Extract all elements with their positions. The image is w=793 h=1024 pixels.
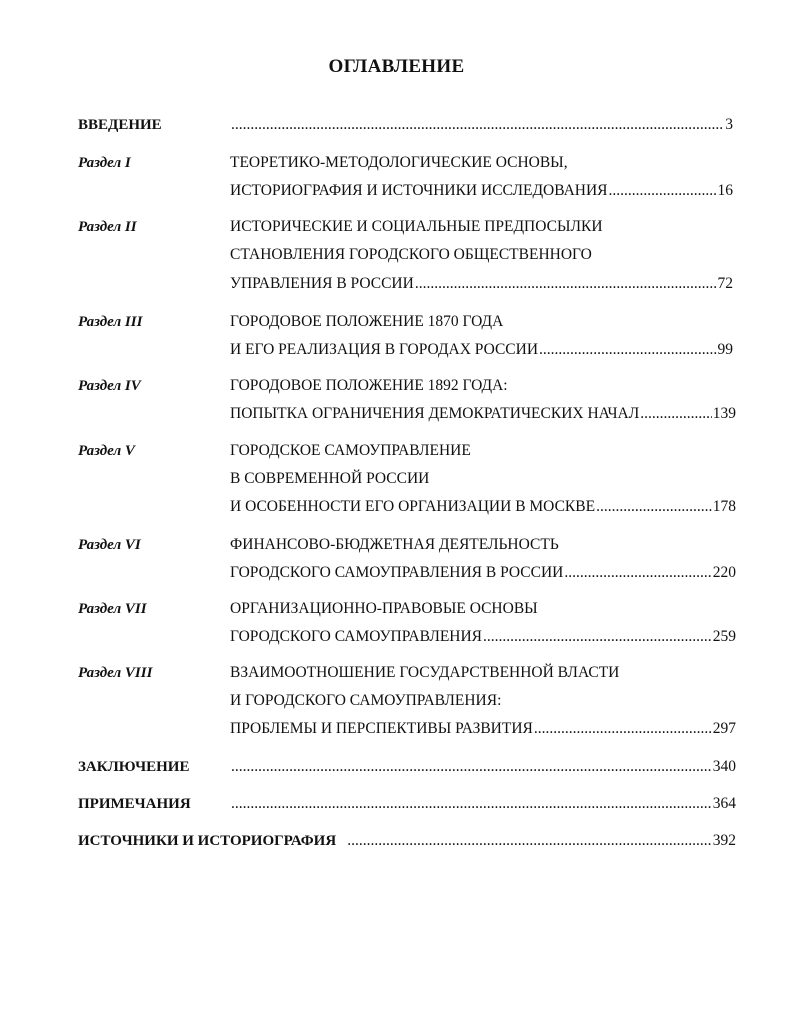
toc-line: ИСТОРИОГРАФИЯ И ИСТОЧНИКИ ИССЛЕДОВАНИЯ	[230, 182, 608, 199]
toc-entry-introduction[interactable]	[230, 114, 733, 136]
toc-label-introduction: ВВЕДЕНИЕ	[78, 117, 162, 133]
page-title: ОГЛАВЛЕНИЕ	[328, 56, 465, 77]
toc-line: ВЗАИМООТНОШЕНИЕ ГОСУДАРСТВЕННОЙ ВЛАСТИ	[230, 664, 620, 681]
toc-line: ФИНАНСОВО-БЮДЖЕТНАЯ ДЕЯТЕЛЬНОСТЬ	[230, 536, 559, 553]
page-number: 3	[725, 116, 733, 133]
toc-line: ИСТОРИЧЕСКИЕ И СОЦИАЛЬНЫЕ ПРЕДПОСЫЛКИ	[230, 218, 603, 235]
toc-label-section-7: Раздел VII	[78, 601, 147, 617]
leader-dots	[539, 339, 716, 361]
toc-entry-section-3[interactable]	[230, 339, 733, 361]
page-number: 259	[712, 628, 736, 645]
leader-dots	[609, 180, 717, 202]
leader-dots	[231, 756, 712, 778]
leader-dots	[534, 718, 712, 740]
leader-dots	[596, 496, 712, 518]
toc-line: ПОПЫТКА ОГРАНИЧЕНИЯ ДЕМОКРАТИЧЕСКИХ НАЧАЛ	[230, 405, 640, 422]
toc-line: И ГОРОДСКОГО САМОУПРАВЛЕНИЯ:	[230, 692, 502, 709]
page-number: 99	[717, 341, 733, 358]
toc-line: ГОРОДСКОГО САМОУПРАВЛЕНИЯ	[230, 628, 483, 645]
toc-entry-section-6[interactable]	[230, 562, 736, 584]
page-number: 178	[712, 498, 736, 515]
page-number: 340	[712, 758, 736, 775]
toc-line: И ОСОБЕННОСТИ ЕГО ОРГАНИЗАЦИИ В МОСКВЕ	[230, 498, 596, 515]
leader-dots	[231, 793, 712, 815]
toc-line: ГОРОДОВОЕ ПОЛОЖЕНИЕ 1892 ГОДА:	[230, 377, 508, 394]
toc-label-section-1: Раздел I	[78, 155, 131, 171]
toc-label-section-6: Раздел VI	[78, 537, 141, 553]
toc-line: ОРГАНИЗАЦИОННО-ПРАВОВЫЕ ОСНОВЫ	[230, 600, 538, 617]
page-number: 220	[712, 564, 736, 581]
toc-line: ГОРОДСКОЕ САМОУПРАВЛЕНИЕ	[230, 442, 471, 459]
leader-dots	[640, 403, 711, 425]
page-number: 364	[712, 795, 736, 812]
toc-label-section-5: Раздел V	[78, 443, 135, 459]
toc-entry-section-5[interactable]	[230, 496, 736, 518]
page-number: 16	[717, 182, 733, 199]
toc-label-section-4: Раздел IV	[78, 378, 141, 394]
toc-label-sources: ИСТОЧНИКИ И ИСТОРИОГРАФИЯ	[78, 833, 337, 849]
toc-line: СТАНОВЛЕНИЯ ГОРОДСКОГО ОБЩЕСТВЕННОГО	[230, 246, 592, 263]
toc-entry-section-7[interactable]	[230, 626, 736, 648]
toc-line: УПРАВЛЕНИЯ В РОССИИ	[230, 275, 414, 292]
toc-entry-section-1[interactable]	[230, 180, 733, 202]
toc-label-notes: ПРИМЕЧАНИЯ	[78, 796, 191, 812]
page-number: 297	[712, 720, 736, 737]
toc-line: ГОРОДСКОГО САМОУПРАВЛЕНИЯ В РОССИИ	[230, 564, 564, 581]
toc-label-section-8: Раздел VIII	[78, 665, 153, 681]
leader-dots	[347, 830, 712, 852]
leader-dots	[231, 114, 724, 136]
page-number: 392	[712, 832, 736, 849]
toc-line: ПРОБЛЕМЫ И ПЕРСПЕКТИВЫ РАЗВИТИЯ	[230, 720, 533, 737]
page-number: 139	[712, 405, 736, 422]
toc-label-section-2: Раздел II	[78, 219, 137, 235]
toc-entry-section-4[interactable]	[230, 403, 736, 425]
toc-line: ТЕОРЕТИКО-МЕТОДОЛОГИЧЕСКИЕ ОСНОВЫ,	[230, 154, 568, 171]
leader-dots	[483, 626, 712, 648]
toc-line: И ЕГО РЕАЛИЗАЦИЯ В ГОРОДАХ РОССИИ	[230, 341, 539, 358]
toc-line: В СОВРЕМЕННОЙ РОССИИ	[230, 470, 430, 487]
leader-dots	[564, 562, 711, 584]
toc-line: ГОРОДОВОЕ ПОЛОЖЕНИЕ 1870 ГОДА	[230, 313, 504, 330]
toc-entry-sources[interactable]	[78, 830, 736, 852]
toc-label-conclusion: ЗАКЛЮЧЕНИЕ	[78, 759, 190, 775]
page-number: 72	[717, 275, 733, 292]
toc-entry-section-8[interactable]	[230, 718, 736, 740]
toc-entry-conclusion[interactable]	[230, 756, 736, 778]
toc-entry-notes[interactable]	[230, 793, 736, 815]
toc-entry-section-2[interactable]	[230, 273, 733, 295]
leader-dots	[415, 273, 717, 295]
toc-label-section-3: Раздел III	[78, 314, 143, 330]
